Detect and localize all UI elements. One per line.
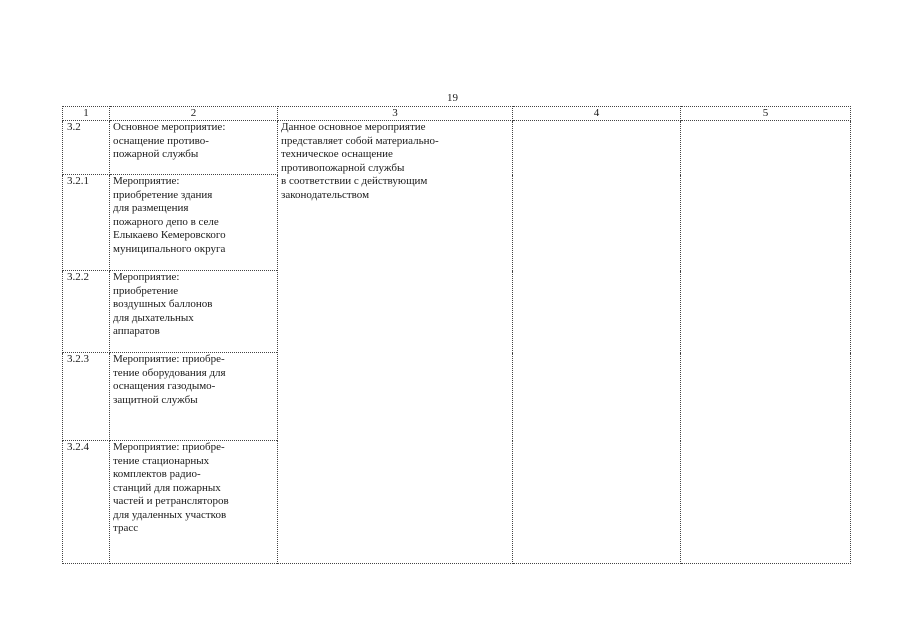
measure-name: Мероприятие: приобре- тение оборудования для оснащения газодымо- защитной службы — [110, 353, 278, 441]
measure-description: Данное основное мероприятие представляет собой материально- техническое оснащение противопожарной службы в соответствии с действующим законодательством — [278, 121, 513, 564]
row-number: 3.2 — [63, 121, 110, 175]
measure-name: Мероприятие: приобретение здания для размещения пожарного депо в селе Елыкаево Кемеровского муниципального округа — [110, 175, 278, 271]
measure-name: Мероприятие: приобретение воздушных баллонов для дыхательных аппаратов — [110, 271, 278, 353]
column-4-cell — [513, 121, 681, 564]
column-header-2: 2 — [110, 107, 278, 121]
table-row — [63, 121, 851, 175]
program-table — [62, 106, 851, 564]
column-header-3: 3 — [278, 107, 513, 121]
row-number: 3.2.2 — [63, 271, 110, 353]
column-header-4: 4 — [513, 107, 681, 121]
column-5-cell — [681, 121, 851, 564]
row-number: 3.2.3 — [63, 353, 110, 441]
page-number: 19 — [447, 92, 458, 104]
measure-name: Мероприятие: приобре- тение стационарных комплектов радио- станций для пожарных частей и ретрансляторов для удаленных участков трасс — [110, 441, 278, 564]
measure-name: Основное мероприятие: оснащение противо- пожарной службы — [110, 121, 278, 175]
row-number: 3.2.1 — [63, 175, 110, 271]
row-number: 3.2.4 — [63, 441, 110, 564]
column-header-1: 1 — [63, 107, 110, 121]
column-header-5: 5 — [681, 107, 851, 121]
table-header-row — [63, 107, 851, 121]
